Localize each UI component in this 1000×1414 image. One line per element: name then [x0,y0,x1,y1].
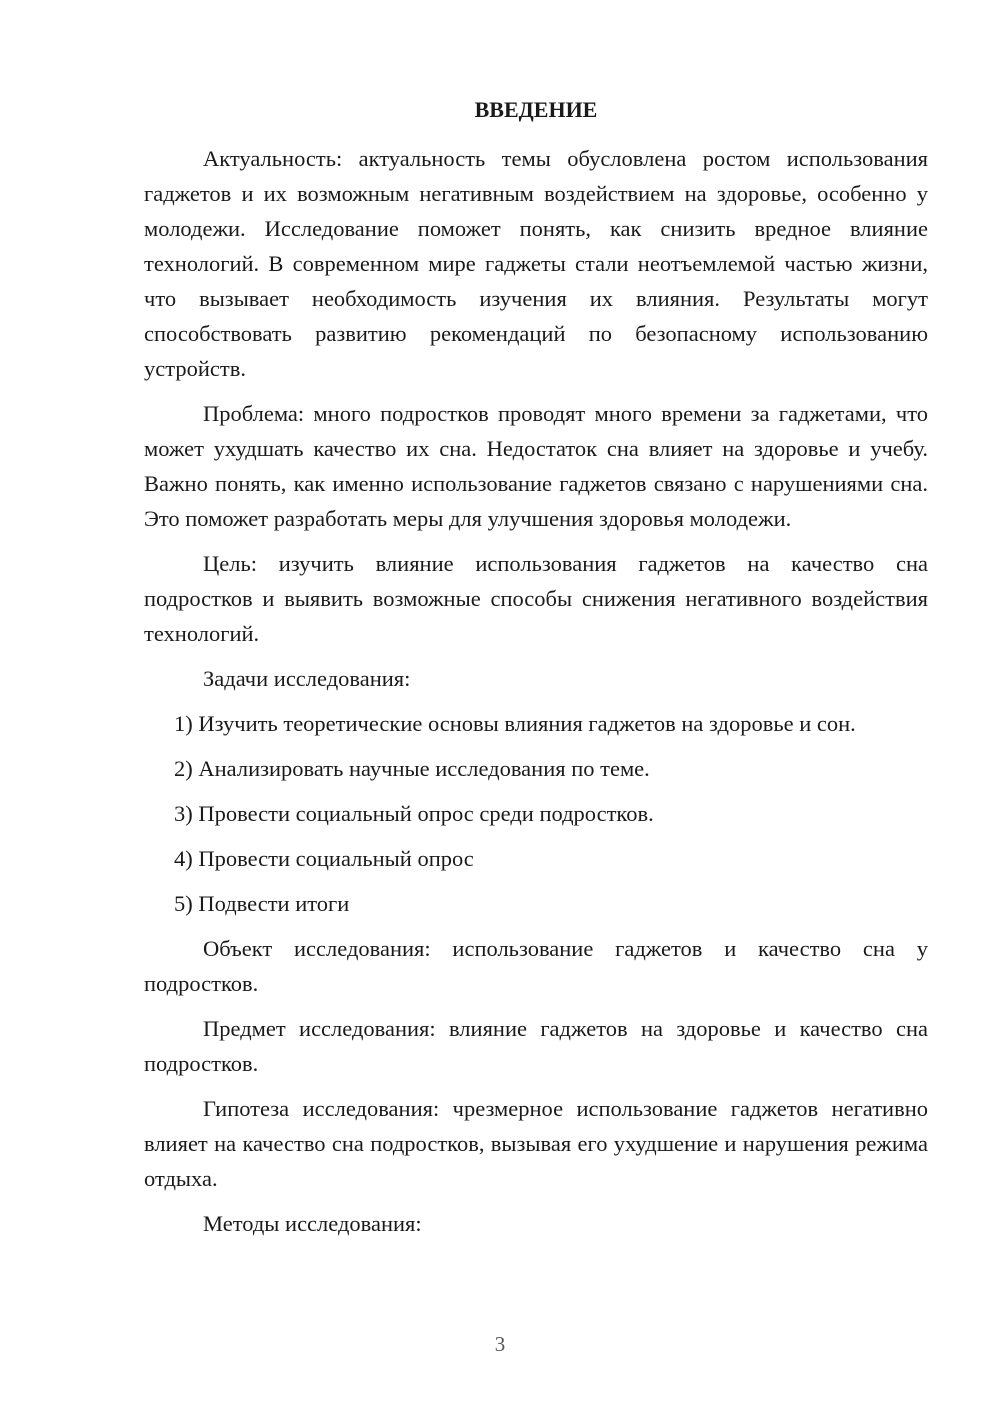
list-item: 3) Провести социальный опрос среди подростков. [174,801,654,826]
paragraph-problem: Проблема: много подростков проводят много времени за гаджетами, что может ухудшать качество их сна. Недостаток сна влияет на здоровье и учебу. Важно понять, как именно использование гаджетов связано с нарушениями сна. Это поможет разработать меры для улучшения здоровья молодежи. [144,401,928,531]
list-item: 4) Провести социальный опрос [174,846,474,871]
section-title: ВВЕДЕНИЕ [474,97,598,122]
paragraph-relevance: Актуальность: актуальность темы обусловлена ростом использования гаджетов и их возможным негативным воздействием на здоровье, особенно у молодежи. Исследование поможет понять, как снизить вредное влияние технологий. В современном мире гаджеты стали неотъемлемой частью жизни, что вызывает необходимость изучения их влияния. Результаты могут способствовать развитию рекомендаций по безопасному использованию устройств. [144,146,928,381]
list-item: 1) Изучить теоретические основы влияния гаджетов на здоровье и сон. [174,711,856,736]
tasks-heading: Задачи исследования: [203,666,411,691]
paragraph-subject: Предмет исследования: влияние гаджетов на здоровье и качество сна подростков. [144,1016,928,1076]
list-item: 5) Подвести итоги [174,891,350,916]
document-page [144,92,928,1251]
paragraph-hypothesis: Гипотеза исследования: чрезмерное использование гаджетов негативно влияет на качество сна подростков, вызывая его ухудшение и нарушения режима отдыха. [144,1096,928,1191]
page-number: 3 [494,1332,506,1356]
paragraph-goal: Цель: изучить влияние использования гаджетов на качество сна подростков и выявить возможные способы снижения негативного воздействия технологий. [144,551,928,646]
tasks-list [144,706,928,921]
methods-heading: Методы исследования: [203,1211,422,1236]
paragraph-object: Объект исследования: использование гаджетов и качество сна у подростков. [144,936,928,996]
list-item: 2) Анализировать научные исследования по теме. [174,756,650,781]
